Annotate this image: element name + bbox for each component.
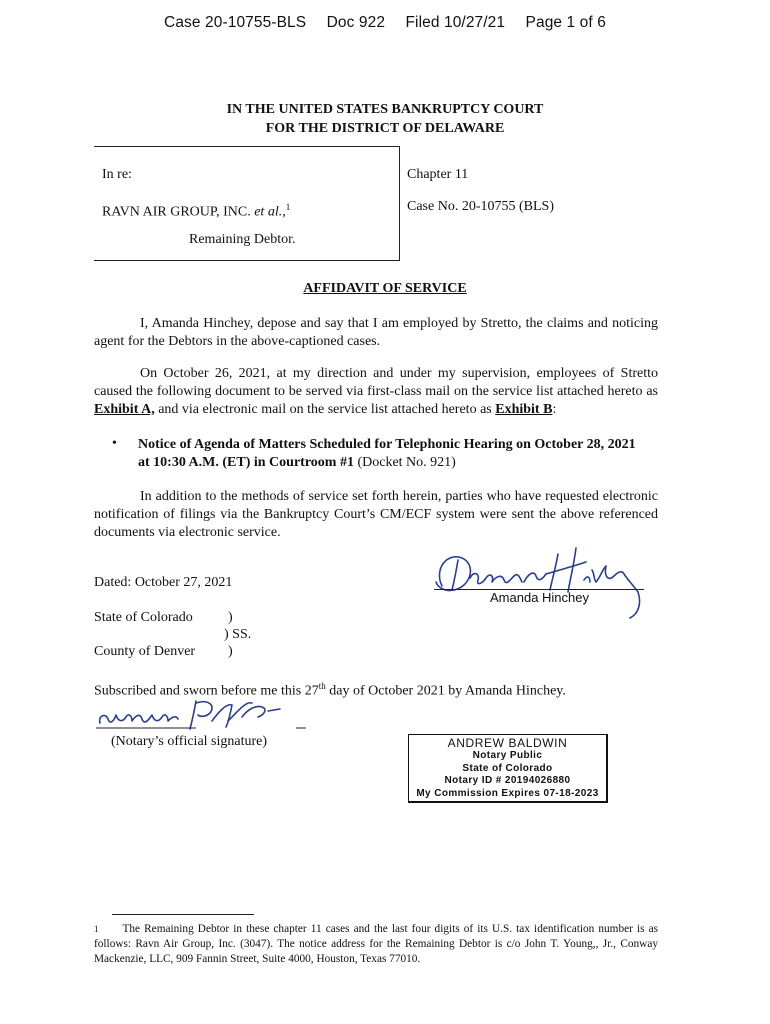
filed-date: Filed 10/27/21 bbox=[405, 14, 506, 31]
case-no: Case No. 20-10755 (BLS) bbox=[407, 199, 554, 214]
served-document bbox=[138, 436, 638, 472]
subscribed-text-b: day of October 2021 by Amanda Hinchey. bbox=[325, 683, 566, 699]
notary-stamp-title: Notary Public bbox=[472, 750, 543, 761]
exhibit-b-ref: Exhibit B bbox=[495, 402, 553, 417]
notary-stamp-state: State of Colorado bbox=[462, 762, 553, 774]
doc-number: Doc 922 bbox=[326, 14, 386, 31]
affiant-name: Amanda Hinchey bbox=[490, 590, 589, 605]
debtor-name: RAVN AIR GROUP, INC. et al.,$^1$ bbox=[102, 202, 291, 220]
page-indicator: Page 1 of 6 bbox=[525, 14, 606, 31]
case-number: Case 20-10755-BLS bbox=[164, 14, 307, 31]
notary-stamp-expires: My Commission Expires 07-18-2023 bbox=[416, 787, 599, 799]
paragraph-1: I, Amanda Hinchey, depose and say that I am employed by Stretto, the claims and noticing agent for the Debtors in the above-captioned cases. bbox=[94, 316, 658, 349]
footnote-ref: 1 bbox=[285, 202, 291, 212]
footnote-number: 1 bbox=[94, 924, 99, 934]
venue-county: County of Denver bbox=[94, 644, 196, 659]
subscribed-text-a: Subscribed and sworn before me this 27 bbox=[94, 683, 319, 699]
notary-signature bbox=[92, 695, 310, 733]
court-line-1: IN THE UNITED STATES BANKRUPTCY COURT bbox=[226, 102, 544, 117]
notary-stamp-id: Notary ID # 20194026880 bbox=[444, 775, 571, 786]
footnote-rule bbox=[112, 914, 254, 915]
notary-signature-label: (Notary’s official signature) bbox=[111, 734, 268, 749]
bullet-symbol: • bbox=[112, 436, 117, 451]
notary-stamp-name: ANDREW BALDWIN bbox=[447, 736, 568, 750]
venue-paren-1: ) bbox=[228, 610, 233, 625]
paragraph-3: In addition to the methods of service set forth herein, parties who have requested electronic notification of filings via the Bankruptcy Court’s CM/ECF system were sent the above referenced documents via electronic service. bbox=[94, 489, 658, 540]
remaining-debtor: Remaining Debtor. bbox=[189, 232, 296, 247]
affiant-signature bbox=[424, 540, 654, 620]
document-title: AFFIDAVIT OF SERVICE bbox=[303, 281, 467, 296]
et-al: et al. bbox=[254, 204, 283, 220]
court-line-2: FOR THE DISTRICT OF DELAWARE bbox=[265, 121, 505, 136]
served-document-title: Notice of Agenda of Matters Scheduled for Telephonic Hearing on October 28, 2021 at 10:30 A.M. (ET) in Courtroom #1 bbox=[138, 437, 636, 470]
chapter-label: Chapter 11 bbox=[407, 167, 469, 182]
footnote bbox=[94, 922, 658, 967]
dated-line: Dated: October 27, 2021 bbox=[94, 575, 233, 590]
exhibit-a-ref: Exhibit A, bbox=[94, 402, 155, 417]
footnote-text: The Remaining Debtor in these chapter 11 cases and the last four digits of its U.S. tax identification number is as follows: Ravn Air Group, Inc. (3047). The notice address for the Remaining Debtor is c/o John T. Young,, Jr., Conway Mackenzie, LLC, 909 Fannin Street, Suite 4000, Houston, Texas 77010. bbox=[94, 923, 658, 965]
paragraph-2-text-a: On October 26, 2021, at my direction and under my supervision, employees of Stretto caused the following document to be served via first-class mail on the service list attached hereto as bbox=[94, 366, 658, 399]
paragraph-2 bbox=[94, 365, 658, 419]
venue-ss: ) SS. bbox=[224, 627, 252, 642]
subscribed-ordinal: th bbox=[318, 681, 326, 691]
debtor-name-text: RAVN AIR GROUP, INC. bbox=[102, 204, 251, 220]
docket-number: (Docket No. 921) bbox=[353, 455, 456, 470]
case-header bbox=[0, 14, 770, 32]
paragraph-2-text-b: and via electronic mail on the service list attached hereto as bbox=[154, 402, 496, 417]
venue-state: State of Colorado bbox=[94, 610, 193, 625]
notary-stamp bbox=[408, 734, 608, 803]
venue-paren-2: ) bbox=[228, 644, 233, 659]
paragraph-2-colon: : bbox=[552, 402, 557, 417]
in-re-label: In re: bbox=[102, 167, 132, 182]
court-heading bbox=[0, 100, 770, 138]
